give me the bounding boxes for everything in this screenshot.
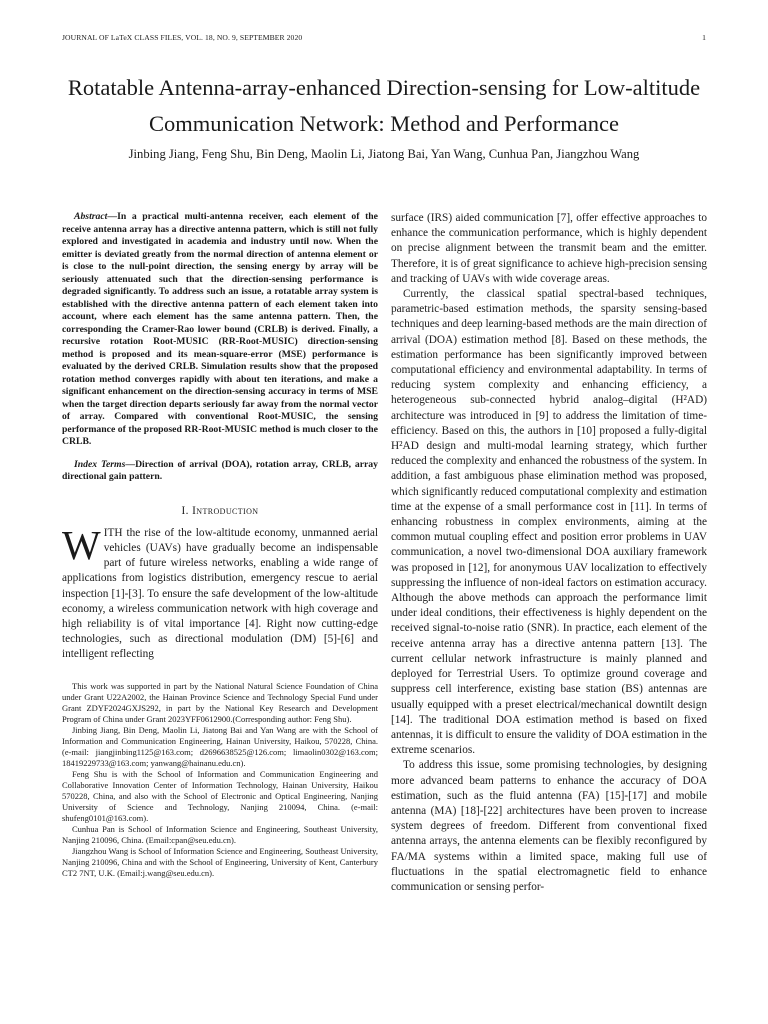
- abstract-text: —In a practical multi-antenna receiver, each element of the receive antenna array has a directive antenna pattern, which is still not fully explored and investigated in academia and industry until now. When the emitter is deviated greatly from the normal direction of antenna element or is close to the null-point direction, the sensing energy by array will be seriously attenuated such that the direction-sensing performance is degraded significantly. To address such an issue, a rotatable array system is established with the directive antenna pattern of each element taken into account, where each element has the same antenna pattern. Then, the corresponding the Cramer-Rao lower bound (CRLB) is derived. Finally, a recursive rotation Root-MUSIC (RR-Root-MUSIC) direction-sensing method is proposed and its mean-square-error (MSE) performance is evaluated by the derived CRLB. Simulation results show that the proposed rotation method converges rapidly with about ten iterations, and make a significant enhancement on the direction-sensing accuracy in terms of MSE when the target direction departs seriously far away from the normal vector of array. Compared with conventional Root-MUSIC, the sensing performance of the proposed RR-Root-MUSIC method is much closer to the CRLB.: [62, 211, 378, 447]
- intro-paragraph-1-continued: surface (IRS) aided communication [7], offer effective approaches to enhance the communication performance, which is highly dependent on precise alignment between the transmit beam and the emitter. Therefore, it is of great significance to achieve high-precision sensing and tracking of UAVs with wide coverage areas.: [391, 212, 707, 285]
- section-title: Introduction: [192, 504, 259, 517]
- drop-cap: W: [62, 521, 101, 568]
- intro-paragraph-3: To address this issue, some promising technologies, by designing more advanced beam patterns to enhance the accuracy of DOA estimation, such as the fluid antenna (FA) [15]-[17] and mobile antenna (MA) [18]-[22] architectures have been proven to increase system degrees of freedom. Different from conventional fixed antenna arrays, the antenna elements can be flexibly reconfigured by FA/MA systems within a limited space, making full use of fluctuations in the spatial electromagnetic field to enhance communication or sensing perfor-: [391, 759, 707, 893]
- footnote-funding: This work was supported in part by the National Natural Science Foundation of China under Grant U22A2002, the Hainan Province Science and Technology Special Fund under Grant ZDYF2024GXJS292, in part by the National Key Research and Development Program of China under Grant 2023YFF0612900.(Corresponding author: Feng Shu).: [62, 680, 378, 724]
- paper-title-line-1: Rotatable Antenna-array-enhanced Direction-sensing for Low-altitude: [67, 75, 701, 100]
- intro-paragraph-1-text: ITH the rise of the low-altitude economy, unmanned aerial vehicles (UAVs) have gradually become an indispensable part of future wireless networks, enabling a wide range of applications from logistics distribution, emergency rescue to aerial inspection [1]-[3]. To ensure the safe development of the low-altitude economy, a wireless communication network with high coverage and high reliability is of vital importance [4]. Right now cutting-edge technologies, such as directional modulation (DM) [5]-[6] and intelligent reflecting: [62, 526, 378, 661]
- intro-paragraph-1: [62, 521, 378, 663]
- abstract-label: Abstract: [74, 211, 108, 222]
- left-column: [62, 211, 378, 879]
- footnote-affiliation-pan: Cunhua Pan is School of Information Science and Engineering, Southeast University, Nanjing 210096, China. (Email:cpan@seu.edu.cn).: [62, 823, 378, 845]
- page-number: 1: [702, 33, 706, 42]
- intro-paragraph-2: Currently, the classical spatial spectral-based techniques, parametric-based estimation methods, the sparsity sensing-based techniques and deep learning-based methods are the main direction of arrival (DOA) estimation method [8]. Based on these methods, the estimation performance has been significantly improved between computational efficiency and environmental adaptability. In terms of reducing system complexity and enhancing efficiency, a heterogeneous sub-connected hybrid analog–digital (H²AD) architecture was introduced in [9] to address the limitation of time-efficiency. Based on this, the authors in [10] proposed a fully-digital H²AD design and multi-modal learning strategy, which further reduced the complexity and enhanced the robustness of the system. In addition, a fast ambiguous phase elimination method was proposed, which significantly reduced computational complexity and estimation time at the expense of a small performance cost in [11]. In terms of enhancing robustness in complex environments, aiming at the common mutual coupling effect and position error problems in UAV communication, a novel two-dimensional DOA auxiliary framework was proposed in [12], for anonymous UAV localization to effectively suppressing the influence of non-ideal factors on estimation accuracy. Although the above methods can approach the performance limit under ideal conditions, their effectiveness is highly dependent on the received signal-to-noise ratio (SNR). In practice, each element of the receive antenna array has a directive antenna pattern [13]. The current cellular network infrastructure is mainly planned and deployed for Terrestrial Users. To optimize ground coverage and suppress cell interference, existing base station (BS) antennas are usually equipped with a preset electrical/mechanical downtilt design [14]. The traditional DOA estimation method is based on fixed antennas, it is difficult to ensure the validity of DOA estimation in the extreme scenarios.: [391, 288, 707, 757]
- footnote-affiliation-wang: Jiangzhou Wang is School of Information Science and Engineering, Southeast University, Nanjing 210096, China and with the School of Engineering, University of Kent, Canterbury CT2 7NT, U.K. (Email:j.wang@seu.edu.cn).: [62, 845, 378, 878]
- section-heading-introduction: [62, 504, 378, 519]
- right-column: [391, 211, 707, 895]
- index-terms-text: —Direction of arrival (DOA), rotation array, CRLB, array directional gain pattern.: [62, 458, 378, 482]
- index-terms: [62, 459, 378, 484]
- footnote-affiliation-hainan: Jinbing Jiang, Bin Deng, Maolin Li, Jiatong Bai and Yan Wang are with the School of Information and Communication Engineering, Hainan University, Haikou, 570228, China. (e-mail: jiangjinbing1125@163.com; d2696638525@126.com; limaolin0302@163.com; 18419229733@163.com; yanwang@hainanu.edu.cn).: [62, 724, 378, 768]
- footnote-affiliation-shu: Feng Shu is with the School of Information and Communication Engineering and Collaborative Innovation Center of Information Technology, Hainan University, Haikou 570228, China, and also with the School of Electronic and Optical Engineering, Nanjing University of Science and Technology, Nanjing 210094, China. (e-mail: shufeng0101@163.com).: [62, 768, 378, 823]
- running-header: [62, 33, 706, 45]
- section-number: I.: [181, 504, 193, 517]
- paper-title: [40, 70, 728, 142]
- author-list: Jinbing Jiang, Feng Shu, Bin Deng, Maolin Li, Jiatong Bai, Yan Wang, Cunhua Pan, Jiangzhou Wang: [128, 147, 640, 161]
- index-terms-label: Index Terms: [74, 458, 126, 470]
- footnotes: [62, 681, 378, 879]
- paper-title-line-2: Communication Network: Method and Performance: [149, 111, 619, 136]
- journal-running-title: JOURNAL OF LaTeX CLASS FILES, VOL. 18, NO. 9, SEPTEMBER 2020: [62, 33, 303, 42]
- abstract: [62, 211, 378, 449]
